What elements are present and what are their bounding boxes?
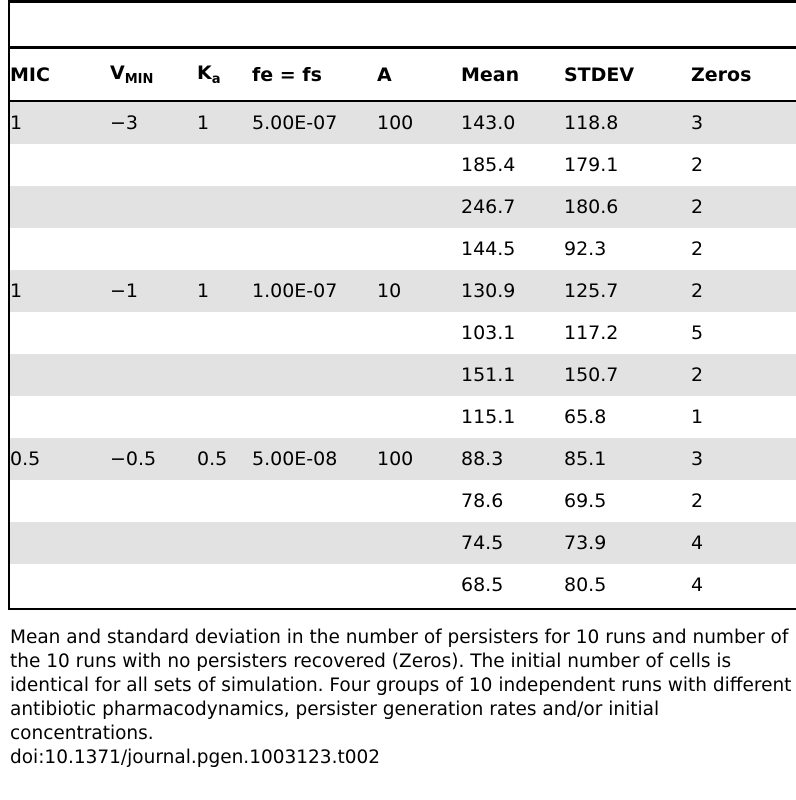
table-row [10, 396, 796, 438]
cell-vmin [110, 186, 197, 228]
cell-ka: 0.5 [197, 438, 252, 480]
cell-a [377, 480, 461, 522]
cell-mean: 185.4 [461, 154, 516, 176]
cell-mean: 143.0 [461, 102, 564, 144]
cell-mean: 144.5 [461, 238, 516, 260]
cell-vmin [110, 480, 197, 522]
cell-fe-fs [252, 228, 377, 270]
cell-ka [197, 480, 252, 522]
header-vmin-base: V [110, 62, 125, 84]
cell-zeros: 2 [691, 270, 796, 312]
cell-a [377, 564, 461, 606]
cell-mean: 68.5 [461, 574, 504, 596]
header-ka-sub: a [211, 72, 221, 87]
cell-stdev: 180.6 [564, 186, 691, 228]
cell-stdev: 179.1 [564, 154, 619, 176]
cell-stdev: 80.5 [564, 574, 607, 596]
doi-label: doi:10.1371/journal.pgen.1003123.t002 [10, 747, 381, 768]
cell-mean: 74.5 [461, 522, 564, 564]
cell-fe-fs [252, 312, 377, 354]
cell-fe-fs [252, 522, 377, 564]
table-row [10, 480, 796, 522]
table-row [10, 354, 796, 396]
cell-stdev: 150.7 [564, 354, 691, 396]
cell-fe-fs: 5.00E-07 [252, 102, 377, 144]
cell-zeros: 2 [691, 154, 704, 176]
table-caption: Mean and standard deviation in the number of persisters for 10 runs and number of the 10 runs with no persisters recovered (Zeros). The initial number of cells is identical for all sets of simulation. Four groups of 10 independent runs with different antibiotic pharmacodynamics, persister generation rates and/or initial concentrations. [10, 627, 792, 744]
cell-fe-fs [252, 480, 377, 522]
cell-fe-fs: 5.00E-08 [252, 438, 377, 480]
cell-stdev: 65.8 [564, 406, 607, 428]
cell-a [377, 354, 461, 396]
cell-vmin: −3 [110, 102, 197, 144]
cell-mic [10, 522, 110, 564]
cell-mean: 246.7 [461, 186, 564, 228]
cell-fe-fs [252, 144, 377, 186]
cell-ka [197, 354, 252, 396]
cell-mean: 115.1 [461, 406, 516, 428]
table-body [10, 100, 796, 606]
cell-mean: 103.1 [461, 322, 516, 344]
cell-vmin [110, 354, 197, 396]
cell-mic [10, 480, 110, 522]
cell-zeros: 4 [691, 574, 704, 596]
table-row [10, 144, 796, 186]
cell-a [377, 144, 461, 186]
table-row [10, 186, 796, 228]
cell-zeros: 2 [691, 186, 796, 228]
cell-vmin [110, 228, 197, 270]
table-bottom-rule [8, 608, 796, 610]
table-row [10, 228, 796, 270]
cell-stdev: 125.7 [564, 270, 691, 312]
cell-mean: 78.6 [461, 490, 504, 512]
cell-ka [197, 228, 252, 270]
header-vmin-sub: MIN [124, 72, 154, 87]
cell-fe-fs [252, 186, 377, 228]
cell-mean: 130.9 [461, 270, 564, 312]
cell-zeros: 1 [691, 406, 704, 428]
cell-mean: 151.1 [461, 354, 564, 396]
top-rule [8, 0, 796, 3]
cell-stdev: 85.1 [564, 438, 691, 480]
cell-vmin: −0.5 [110, 438, 197, 480]
cell-ka: 1 [197, 270, 252, 312]
cell-fe-fs [252, 396, 377, 438]
cell-ka [197, 522, 252, 564]
header-zeros: Zeros [691, 63, 752, 86]
cell-mic [10, 144, 110, 186]
cell-a: 100 [377, 102, 461, 144]
header-stdev: STDEV [564, 63, 635, 86]
cell-mic: 1 [10, 270, 110, 312]
cell-vmin [110, 396, 197, 438]
cell-mic [10, 228, 110, 270]
cell-mic [10, 312, 110, 354]
cell-a [377, 396, 461, 438]
cell-zeros: 3 [691, 438, 796, 480]
header-vmin [110, 49, 197, 100]
cell-ka [197, 564, 252, 606]
cell-ka [197, 186, 252, 228]
cell-zeros: 4 [691, 522, 796, 564]
cell-mic: 0.5 [10, 438, 110, 480]
cell-fe-fs [252, 564, 377, 606]
data-table [10, 49, 796, 606]
cell-a [377, 522, 461, 564]
cell-stdev: 92.3 [564, 238, 607, 260]
cell-a [377, 312, 461, 354]
table-row [10, 270, 796, 312]
table-row [10, 564, 796, 606]
header-mean: Mean [461, 63, 520, 86]
cell-zeros: 2 [691, 238, 704, 260]
table-row [10, 438, 796, 480]
cell-zeros: 2 [691, 490, 704, 512]
cell-stdev: 69.5 [564, 490, 607, 512]
cell-a: 100 [377, 438, 461, 480]
cell-mic [10, 354, 110, 396]
table-row [10, 102, 796, 144]
table-row [10, 522, 796, 564]
cell-a: 10 [377, 270, 461, 312]
cell-mean: 88.3 [461, 438, 564, 480]
cell-mic [10, 186, 110, 228]
cell-vmin [110, 144, 197, 186]
cell-vmin [110, 564, 197, 606]
cell-mic [10, 396, 110, 438]
cell-stdev: 117.2 [564, 322, 619, 344]
cell-mic: 1 [10, 102, 110, 144]
cell-ka [197, 144, 252, 186]
cell-zeros: 2 [691, 354, 796, 396]
cell-zeros: 3 [691, 102, 796, 144]
cell-vmin [110, 522, 197, 564]
header-ka [197, 49, 252, 100]
cell-stdev: 73.9 [564, 522, 691, 564]
cell-a [377, 186, 461, 228]
cell-mic [10, 564, 110, 606]
cell-vmin: −1 [110, 270, 197, 312]
header-fe-fs: fe = fs [252, 63, 322, 86]
header-a: A [377, 63, 392, 86]
header-row [10, 49, 796, 100]
header-mic: MIC [10, 63, 50, 86]
cell-ka [197, 396, 252, 438]
header-ka-base: K [197, 62, 212, 84]
cell-stdev: 118.8 [564, 102, 691, 144]
cell-vmin [110, 312, 197, 354]
table-row [10, 312, 796, 354]
cell-fe-fs [252, 354, 377, 396]
cell-zeros: 5 [691, 322, 704, 344]
cell-a [377, 228, 461, 270]
cell-ka: 1 [197, 102, 252, 144]
cell-fe-fs: 1.00E-07 [252, 270, 377, 312]
cell-ka [197, 312, 252, 354]
